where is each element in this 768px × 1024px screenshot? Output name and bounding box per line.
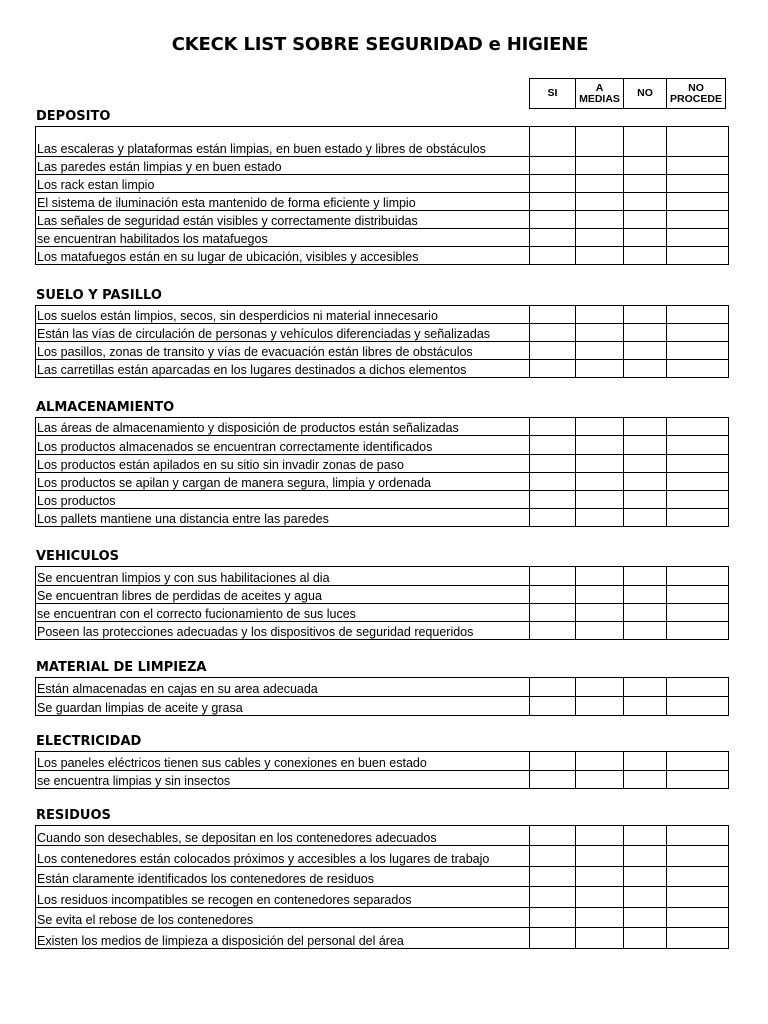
- checklist-table: [35, 751, 729, 789]
- table-row: [36, 229, 729, 247]
- check-cell-no[interactable]: [624, 360, 667, 378]
- check-cell-si[interactable]: [530, 908, 576, 928]
- check-cell-a-medias[interactable]: [576, 928, 624, 949]
- check-cell-a-medias[interactable]: [576, 586, 624, 604]
- check-cell-a-medias[interactable]: [576, 157, 624, 175]
- check-cell-a-medias[interactable]: [576, 826, 624, 846]
- check-cell-no[interactable]: [624, 678, 667, 697]
- check-cell-a-medias[interactable]: [576, 455, 624, 473]
- check-cell-no[interactable]: [624, 846, 667, 867]
- check-cell-si[interactable]: [530, 846, 576, 867]
- checklist-item-label: Las escaleras y plataformas están limpias, en buen estado y libres de obstáculos: [36, 127, 530, 157]
- table-row: [36, 509, 729, 527]
- check-cell-si[interactable]: [530, 867, 576, 887]
- section-4: [35, 659, 728, 716]
- check-cell-si[interactable]: [530, 567, 576, 586]
- checklist-item-label: Poseen las protecciones adecuadas y los dispositivos de seguridad requeridos: [36, 622, 530, 640]
- section-title: SUELO Y PASILLO: [36, 288, 162, 303]
- table-row: [36, 342, 729, 360]
- check-cell-si[interactable]: [530, 586, 576, 604]
- check-cell-no[interactable]: [624, 157, 667, 175]
- check-cell-no[interactable]: [624, 342, 667, 360]
- check-cell-si[interactable]: [530, 752, 576, 771]
- check-cell-no[interactable]: [624, 455, 667, 473]
- check-cell-no-procede[interactable]: [667, 306, 729, 324]
- check-cell-si[interactable]: [530, 491, 576, 509]
- checklist-item-label: Se encuentran libres de perdidas de aceites y agua: [36, 586, 530, 604]
- check-cell-si[interactable]: [530, 175, 576, 193]
- checklist-item-label: Las áreas de almacenamiento y disposición de productos están señalizadas: [36, 418, 530, 436]
- table-row: [36, 567, 729, 586]
- table-row: [36, 697, 729, 716]
- check-cell-no-procede[interactable]: [667, 157, 729, 175]
- checklist-item-label: Están las vías de circulación de personas y vehículos diferenciadas y señalizadas: [36, 324, 530, 342]
- section-1: [35, 287, 728, 378]
- check-cell-si[interactable]: [530, 360, 576, 378]
- checklist-item-label: se encuentran con el correcto fucionamiento de sus luces: [36, 604, 530, 622]
- table-row: [36, 306, 729, 324]
- check-cell-no-procede[interactable]: [667, 211, 729, 229]
- check-cell-a-medias[interactable]: [576, 127, 624, 157]
- check-cell-si[interactable]: [530, 229, 576, 247]
- check-cell-no[interactable]: [624, 567, 667, 586]
- check-cell-a-medias[interactable]: [576, 567, 624, 586]
- check-cell-no[interactable]: [624, 586, 667, 604]
- check-cell-a-medias[interactable]: [576, 436, 624, 455]
- section-title: MATERIAL DE LIMPIEZA: [36, 660, 207, 675]
- check-cell-no[interactable]: [624, 509, 667, 527]
- check-cell-no-procede[interactable]: [667, 678, 729, 697]
- checklist-item-label: Las paredes están limpias y en buen estado: [36, 157, 530, 175]
- check-cell-no[interactable]: [624, 771, 667, 789]
- check-cell-si[interactable]: [530, 436, 576, 455]
- check-cell-a-medias[interactable]: [576, 752, 624, 771]
- check-cell-no-procede[interactable]: [667, 826, 729, 846]
- check-cell-no-procede[interactable]: [667, 175, 729, 193]
- section-title: ALMACENAMIENTO: [36, 400, 175, 415]
- checklist-item-label: Los contenedores están colocados próximos y accesibles a los lugares de trabajo: [36, 846, 530, 867]
- table-row: [36, 622, 729, 640]
- check-cell-no-procede[interactable]: [667, 247, 729, 265]
- section-title: ELECTRICIDAD: [36, 734, 142, 749]
- check-cell-no-procede[interactable]: [667, 697, 729, 716]
- check-cell-no[interactable]: [624, 175, 667, 193]
- section-0: [35, 108, 728, 265]
- section-5: [35, 733, 728, 789]
- section-2: [35, 399, 728, 527]
- column-header-a-medias: A MEDIAS: [576, 79, 624, 109]
- checklist-table: [35, 126, 729, 265]
- check-cell-a-medias[interactable]: [576, 491, 624, 509]
- table-row: [36, 928, 729, 949]
- table-row: [36, 175, 729, 193]
- checklist-table: [35, 305, 729, 378]
- check-cell-si[interactable]: [530, 887, 576, 908]
- checklist-item-label: Los rack estan limpio: [36, 175, 530, 193]
- checklist-item-label: Se evita el rebose de los contenedores: [36, 908, 530, 928]
- table-row: [36, 247, 729, 265]
- check-cell-no[interactable]: [624, 306, 667, 324]
- page-title: CKECK LIST SOBRE SEGURIDAD e HIGIENE: [171, 34, 589, 55]
- check-cell-si[interactable]: [530, 324, 576, 342]
- section-title: VEHICULOS: [36, 549, 119, 564]
- checklist-item-label: Los productos se apilan y cargan de manera segura, limpia y ordenada: [36, 473, 530, 491]
- checklist-item-label: Las señales de seguridad están visibles y correctamente distribuidas: [36, 211, 530, 229]
- check-cell-no[interactable]: [624, 418, 667, 436]
- check-cell-si[interactable]: [530, 622, 576, 640]
- check-cell-no[interactable]: [624, 473, 667, 491]
- check-cell-no-procede[interactable]: [667, 324, 729, 342]
- column-header-no: NO: [624, 79, 667, 109]
- checklist-item-label: Los residuos incompatibles se recogen en contenedores separados: [36, 887, 530, 908]
- check-cell-no-procede[interactable]: [667, 342, 729, 360]
- table-row: [36, 887, 729, 908]
- check-cell-a-medias[interactable]: [576, 418, 624, 436]
- table-row: [36, 586, 729, 604]
- check-cell-a-medias[interactable]: [576, 211, 624, 229]
- checklist-item-label: El sistema de iluminación esta mantenido de forma eficiente y limpio: [36, 193, 530, 211]
- checklist-item-label: Cuando son desechables, se depositan en los contenedores adecuados: [36, 826, 530, 846]
- check-cell-no[interactable]: [624, 491, 667, 509]
- check-cell-no[interactable]: [624, 324, 667, 342]
- check-cell-si[interactable]: [530, 604, 576, 622]
- checklist-item-label: Las carretillas están aparcadas en los lugares destinados a dichos elementos: [36, 360, 530, 378]
- check-cell-no-procede[interactable]: [667, 229, 729, 247]
- check-cell-a-medias[interactable]: [576, 509, 624, 527]
- section-3: [35, 548, 728, 640]
- table-row: [36, 436, 729, 455]
- check-cell-si[interactable]: [530, 247, 576, 265]
- table-row: [36, 826, 729, 846]
- check-cell-si[interactable]: [530, 697, 576, 716]
- check-cell-no-procede[interactable]: [667, 436, 729, 455]
- checklist-item-label: se encuentran habilitados los matafuegos: [36, 229, 530, 247]
- check-cell-no-procede[interactable]: [667, 193, 729, 211]
- check-cell-si[interactable]: [530, 342, 576, 360]
- check-cell-a-medias[interactable]: [576, 306, 624, 324]
- column-header-no-procede: NO PROCEDE: [667, 79, 726, 109]
- check-cell-no[interactable]: [624, 908, 667, 928]
- check-cell-a-medias[interactable]: [576, 846, 624, 867]
- section-title: DEPOSITO: [36, 109, 111, 124]
- checklist-table: [35, 566, 729, 640]
- check-cell-no-procede[interactable]: [667, 771, 729, 789]
- checklist-item-label: Están claramente identificados los contenedores de residuos: [36, 867, 530, 887]
- checklist-table: [35, 417, 729, 527]
- check-cell-a-medias[interactable]: [576, 175, 624, 193]
- check-cell-si[interactable]: [530, 509, 576, 527]
- check-cell-si[interactable]: [530, 306, 576, 324]
- check-cell-a-medias[interactable]: [576, 908, 624, 928]
- check-cell-a-medias[interactable]: [576, 867, 624, 887]
- check-cell-si[interactable]: [530, 127, 576, 157]
- check-cell-si[interactable]: [530, 473, 576, 491]
- check-cell-no-procede[interactable]: [667, 473, 729, 491]
- check-cell-a-medias[interactable]: [576, 887, 624, 908]
- checklist-item-label: Se encuentran limpios y con sus habilitaciones al dia: [36, 567, 530, 586]
- table-row: [36, 360, 729, 378]
- check-cell-a-medias[interactable]: [576, 697, 624, 716]
- check-cell-a-medias[interactable]: [576, 342, 624, 360]
- check-cell-si[interactable]: [530, 771, 576, 789]
- check-cell-no[interactable]: [624, 826, 667, 846]
- table-row: [36, 473, 729, 491]
- check-cell-no-procede[interactable]: [667, 604, 729, 622]
- check-cell-a-medias[interactable]: [576, 229, 624, 247]
- check-cell-si[interactable]: [530, 418, 576, 436]
- check-cell-no-procede[interactable]: [667, 567, 729, 586]
- check-cell-a-medias[interactable]: [576, 771, 624, 789]
- column-header-si: SI: [530, 79, 576, 109]
- check-cell-a-medias[interactable]: [576, 193, 624, 211]
- check-cell-no-procede[interactable]: [667, 491, 729, 509]
- check-cell-no[interactable]: [624, 436, 667, 455]
- check-cell-no-procede[interactable]: [667, 752, 729, 771]
- check-cell-no-procede[interactable]: [667, 928, 729, 949]
- checklist-item-label: Los suelos están limpios, secos, sin desperdicios ni material innecesario: [36, 306, 530, 324]
- check-cell-si[interactable]: [530, 826, 576, 846]
- check-cell-no-procede[interactable]: [667, 360, 729, 378]
- check-cell-no[interactable]: [624, 928, 667, 949]
- table-row: [36, 193, 729, 211]
- check-cell-no[interactable]: [624, 247, 667, 265]
- check-cell-no[interactable]: [624, 127, 667, 157]
- checklist-item-label: Los productos están apilados en su sitio sin invadir zonas de paso: [36, 455, 530, 473]
- table-row: [36, 157, 729, 175]
- checklist-item-label: Existen los medios de limpieza a disposición del personal del área: [36, 928, 530, 949]
- check-cell-a-medias[interactable]: [576, 324, 624, 342]
- check-cell-no-procede[interactable]: [667, 586, 729, 604]
- check-cell-no[interactable]: [624, 229, 667, 247]
- check-cell-no-procede[interactable]: [667, 418, 729, 436]
- check-cell-a-medias[interactable]: [576, 604, 624, 622]
- table-row: [36, 604, 729, 622]
- check-cell-a-medias[interactable]: [576, 678, 624, 697]
- check-cell-no-procede[interactable]: [667, 455, 729, 473]
- table-row: [36, 127, 729, 157]
- checklist-item-label: Los paneles eléctricos tienen sus cables y conexiones en buen estado: [36, 752, 530, 771]
- check-cell-no[interactable]: [624, 752, 667, 771]
- check-cell-no[interactable]: [624, 193, 667, 211]
- check-cell-a-medias[interactable]: [576, 360, 624, 378]
- check-cell-no-procede[interactable]: [667, 887, 729, 908]
- check-cell-no[interactable]: [624, 211, 667, 229]
- table-row: [36, 771, 729, 789]
- section-6: [35, 807, 728, 949]
- check-cell-si[interactable]: [530, 928, 576, 949]
- check-cell-si[interactable]: [530, 193, 576, 211]
- check-cell-a-medias[interactable]: [576, 622, 624, 640]
- check-cell-no-procede[interactable]: [667, 846, 729, 867]
- checklist-table: [35, 825, 729, 949]
- table-row: [36, 491, 729, 509]
- checklist-table: [35, 677, 729, 716]
- table-row: [36, 678, 729, 697]
- check-cell-a-medias[interactable]: [576, 473, 624, 491]
- check-cell-no-procede[interactable]: [667, 127, 729, 157]
- table-row: [36, 846, 729, 867]
- table-row: [36, 455, 729, 473]
- section-title: RESIDUOS: [36, 808, 111, 823]
- check-cell-no[interactable]: [624, 622, 667, 640]
- checklist-item-label: Los productos almacenados se encuentran correctamente identificados: [36, 436, 530, 455]
- check-cell-no[interactable]: [624, 604, 667, 622]
- checklist-item-label: Los pasillos, zonas de transito y vías de evacuación están libres de obstáculos: [36, 342, 530, 360]
- checklist-item-label: Los productos: [36, 491, 530, 509]
- check-cell-si[interactable]: [530, 157, 576, 175]
- table-row: [36, 752, 729, 771]
- checklist-item-label: Los matafuegos están en su lugar de ubicación, visibles y accesibles: [36, 247, 530, 265]
- table-row: [36, 418, 729, 436]
- check-cell-no[interactable]: [624, 867, 667, 887]
- checklist-item-label: Los pallets mantiene una distancia entre las paredes: [36, 509, 530, 527]
- check-cell-a-medias[interactable]: [576, 247, 624, 265]
- check-cell-si[interactable]: [530, 211, 576, 229]
- checklist-item-label: se encuentra limpias y sin insectos: [36, 771, 530, 789]
- check-cell-no-procede[interactable]: [667, 509, 729, 527]
- table-row: [36, 908, 729, 928]
- column-header-table: [529, 78, 726, 109]
- check-cell-no[interactable]: [624, 887, 667, 908]
- checklist-item-label: Están almacenadas en cajas en su area adecuada: [36, 678, 530, 697]
- table-row: [36, 324, 729, 342]
- table-row: [36, 211, 729, 229]
- check-cell-si[interactable]: [530, 678, 576, 697]
- checklist-item-label: Se guardan limpias de aceite y grasa: [36, 697, 530, 716]
- check-cell-no[interactable]: [624, 697, 667, 716]
- check-cell-si[interactable]: [530, 455, 576, 473]
- check-cell-no-procede[interactable]: [667, 622, 729, 640]
- check-cell-no-procede[interactable]: [667, 867, 729, 887]
- check-cell-no-procede[interactable]: [667, 908, 729, 928]
- table-row: [36, 867, 729, 887]
